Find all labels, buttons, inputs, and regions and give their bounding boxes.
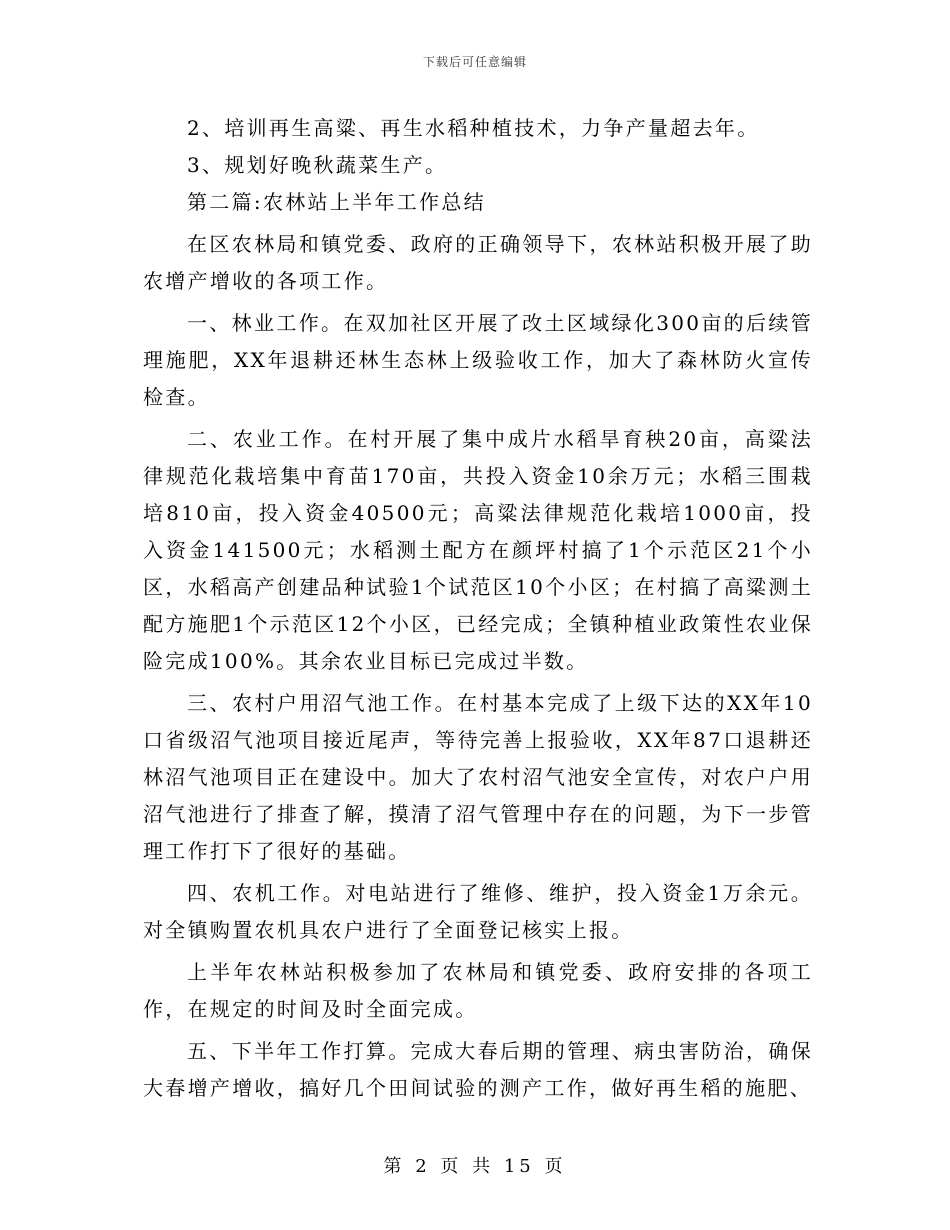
paragraph-agriculture: 二、农业工作。在村开展了集中成片水稻旱育秧20亩，高粱法律规范化栽培集中育苗170亩，共投入资金10余万元；水稻三围栽培810亩，投入资金40500元；高粱法律规范化栽培1000亩，投入资金141500元；水稻测土配方在颜坪村搞了1个示范区21个小区，水稻高产创建品种试验1个试范区10个小区；在村搞了高粱测土配方施肥1个示范区12个小区，已经完成；全镇种植业政策性农业保险完成100%。其余农业目标已完成过半数。 — [143, 427, 813, 673]
paragraph-biogas: 三、农村户用沼气池工作。在村基本完成了上级下达的XX年10口省级沼气池项目接近尾声，等待完善上报验收，XX年87口退耕还林沼气池项目正在建设中。加大了农村沼气池安全宣传，对农户户用沼气池进行了排查了解，摸清了沼气管理中存在的问题，为下一步管理工作打下了很好的基础。 — [143, 691, 813, 863]
page-indicator: 第 2 页 共 15 页 — [383, 1156, 567, 1177]
document-body — [143, 110, 813, 1107]
paragraph-summary: 上半年农林站积极参加了农林局和镇党委、政府安排的各项工作，在规定的时间及时全面完成。 — [143, 960, 813, 1021]
paragraph-training: 2、培训再生高粱、再生水稻种植技术，力争产量超去年。 — [187, 116, 760, 140]
paragraph-forestry: 一、林业工作。在双加社区开展了改土区域绿化300亩的后续管理施肥，XX年退耕还林生态林上级验收工作，加大了森林防火宣传检查。 — [143, 311, 813, 409]
header-note: 下载后可任意编辑 — [422, 55, 527, 69]
paragraph-intro: 在区农林局和镇党委、政府的正确领导下，农林站积极开展了助农增产增收的各项工作。 — [143, 232, 813, 293]
paragraph-machinery: 四、农机工作。对电站进行了维修、维护，投入资金1万余元。对全镇购置农机具农户进行了全面登记核实上报。 — [143, 881, 813, 942]
paragraph-planning: 3、规划好晚秋蔬菜生产。 — [187, 153, 448, 177]
paragraph-plan: 五、下半年工作打算。完成大春后期的管理、病虫害防治，确保大春增产增收，搞好几个田间试验的测产工作，做好再生稻的施肥、 — [143, 1039, 813, 1100]
section-title: 第二篇:农林站上半年工作总结 — [187, 190, 486, 214]
